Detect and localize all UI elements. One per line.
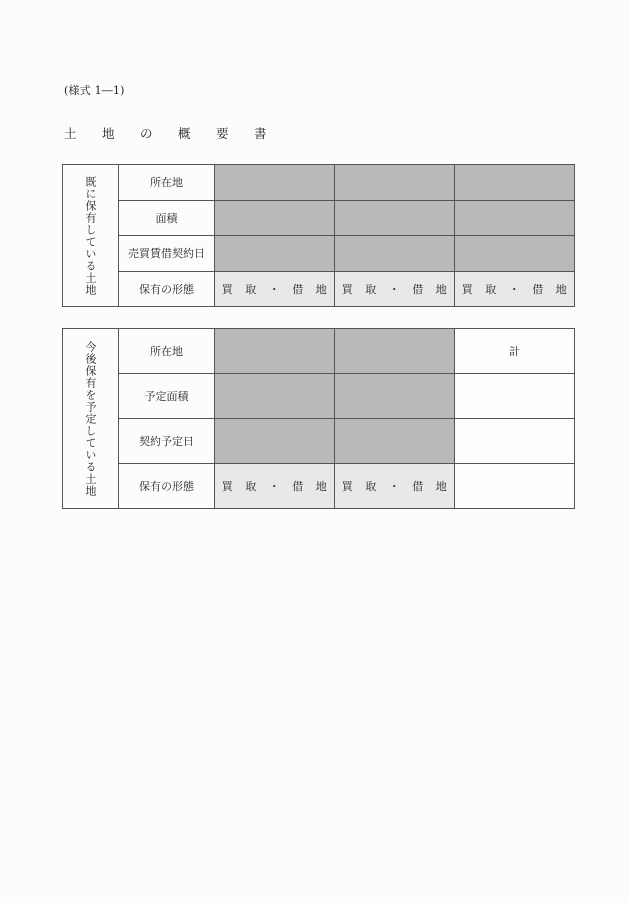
table-row: [63, 464, 575, 509]
row-label-contract-date: 売買賃借契約日: [119, 236, 215, 272]
title-char: 書: [254, 126, 267, 141]
contract-date-cell[interactable]: [215, 236, 335, 272]
row-label-ownership: 保有の形態: [119, 464, 215, 509]
location-cell[interactable]: [215, 329, 335, 374]
area-cell[interactable]: [335, 200, 455, 236]
existing-land-table: [62, 164, 575, 307]
row-label-area: 面積: [119, 200, 215, 236]
row-label-ownership: 保有の形態: [119, 271, 215, 307]
row-label-contract-date: 契約予定日: [119, 419, 215, 464]
planned-side-label: 今後保有を予定している土地: [63, 329, 119, 509]
table-row: [63, 165, 575, 201]
location-cell[interactable]: [215, 165, 335, 201]
area-cell[interactable]: [455, 200, 575, 236]
table-row: [63, 200, 575, 236]
ownership-options-cell[interactable]: 買 取 ・ 借 地: [335, 271, 455, 307]
total-contract-cell[interactable]: [455, 419, 575, 464]
total-header: 計: [455, 329, 575, 374]
table-row: [63, 329, 575, 374]
document-title: [64, 124, 292, 142]
ownership-options-cell[interactable]: 買 取 ・ 借 地: [215, 464, 335, 509]
contract-date-cell[interactable]: [335, 236, 455, 272]
title-char: 地: [102, 126, 115, 141]
total-ownership-cell[interactable]: [455, 464, 575, 509]
row-label-location: 所在地: [119, 329, 215, 374]
title-char: 土: [64, 126, 77, 141]
location-cell[interactable]: [455, 165, 575, 201]
title-char: 概: [178, 126, 191, 141]
planned-area-cell[interactable]: [215, 374, 335, 419]
location-cell[interactable]: [335, 329, 455, 374]
table-row: [63, 374, 575, 419]
table-row: [63, 271, 575, 307]
contract-date-cell[interactable]: [455, 236, 575, 272]
planned-land-table: [62, 328, 575, 509]
row-label-location: 所在地: [119, 165, 215, 201]
location-cell[interactable]: [335, 165, 455, 201]
planned-area-cell[interactable]: [335, 374, 455, 419]
contract-date-cell[interactable]: [215, 419, 335, 464]
table-row: [63, 419, 575, 464]
title-char: の: [140, 126, 153, 141]
contract-date-cell[interactable]: [335, 419, 455, 464]
title-char: 要: [216, 126, 229, 141]
ownership-options-cell[interactable]: 買 取 ・ 借 地: [215, 271, 335, 307]
ownership-options-cell[interactable]: 買 取 ・ 借 地: [455, 271, 575, 307]
form-number: (様式 1―1): [64, 84, 125, 97]
area-cell[interactable]: [215, 200, 335, 236]
existing-side-label: 既に保有している土地: [63, 165, 119, 307]
row-label-planned-area: 予定面積: [119, 374, 215, 419]
total-area-cell[interactable]: [455, 374, 575, 419]
ownership-options-cell[interactable]: 買 取 ・ 借 地: [335, 464, 455, 509]
table-row: [63, 236, 575, 272]
